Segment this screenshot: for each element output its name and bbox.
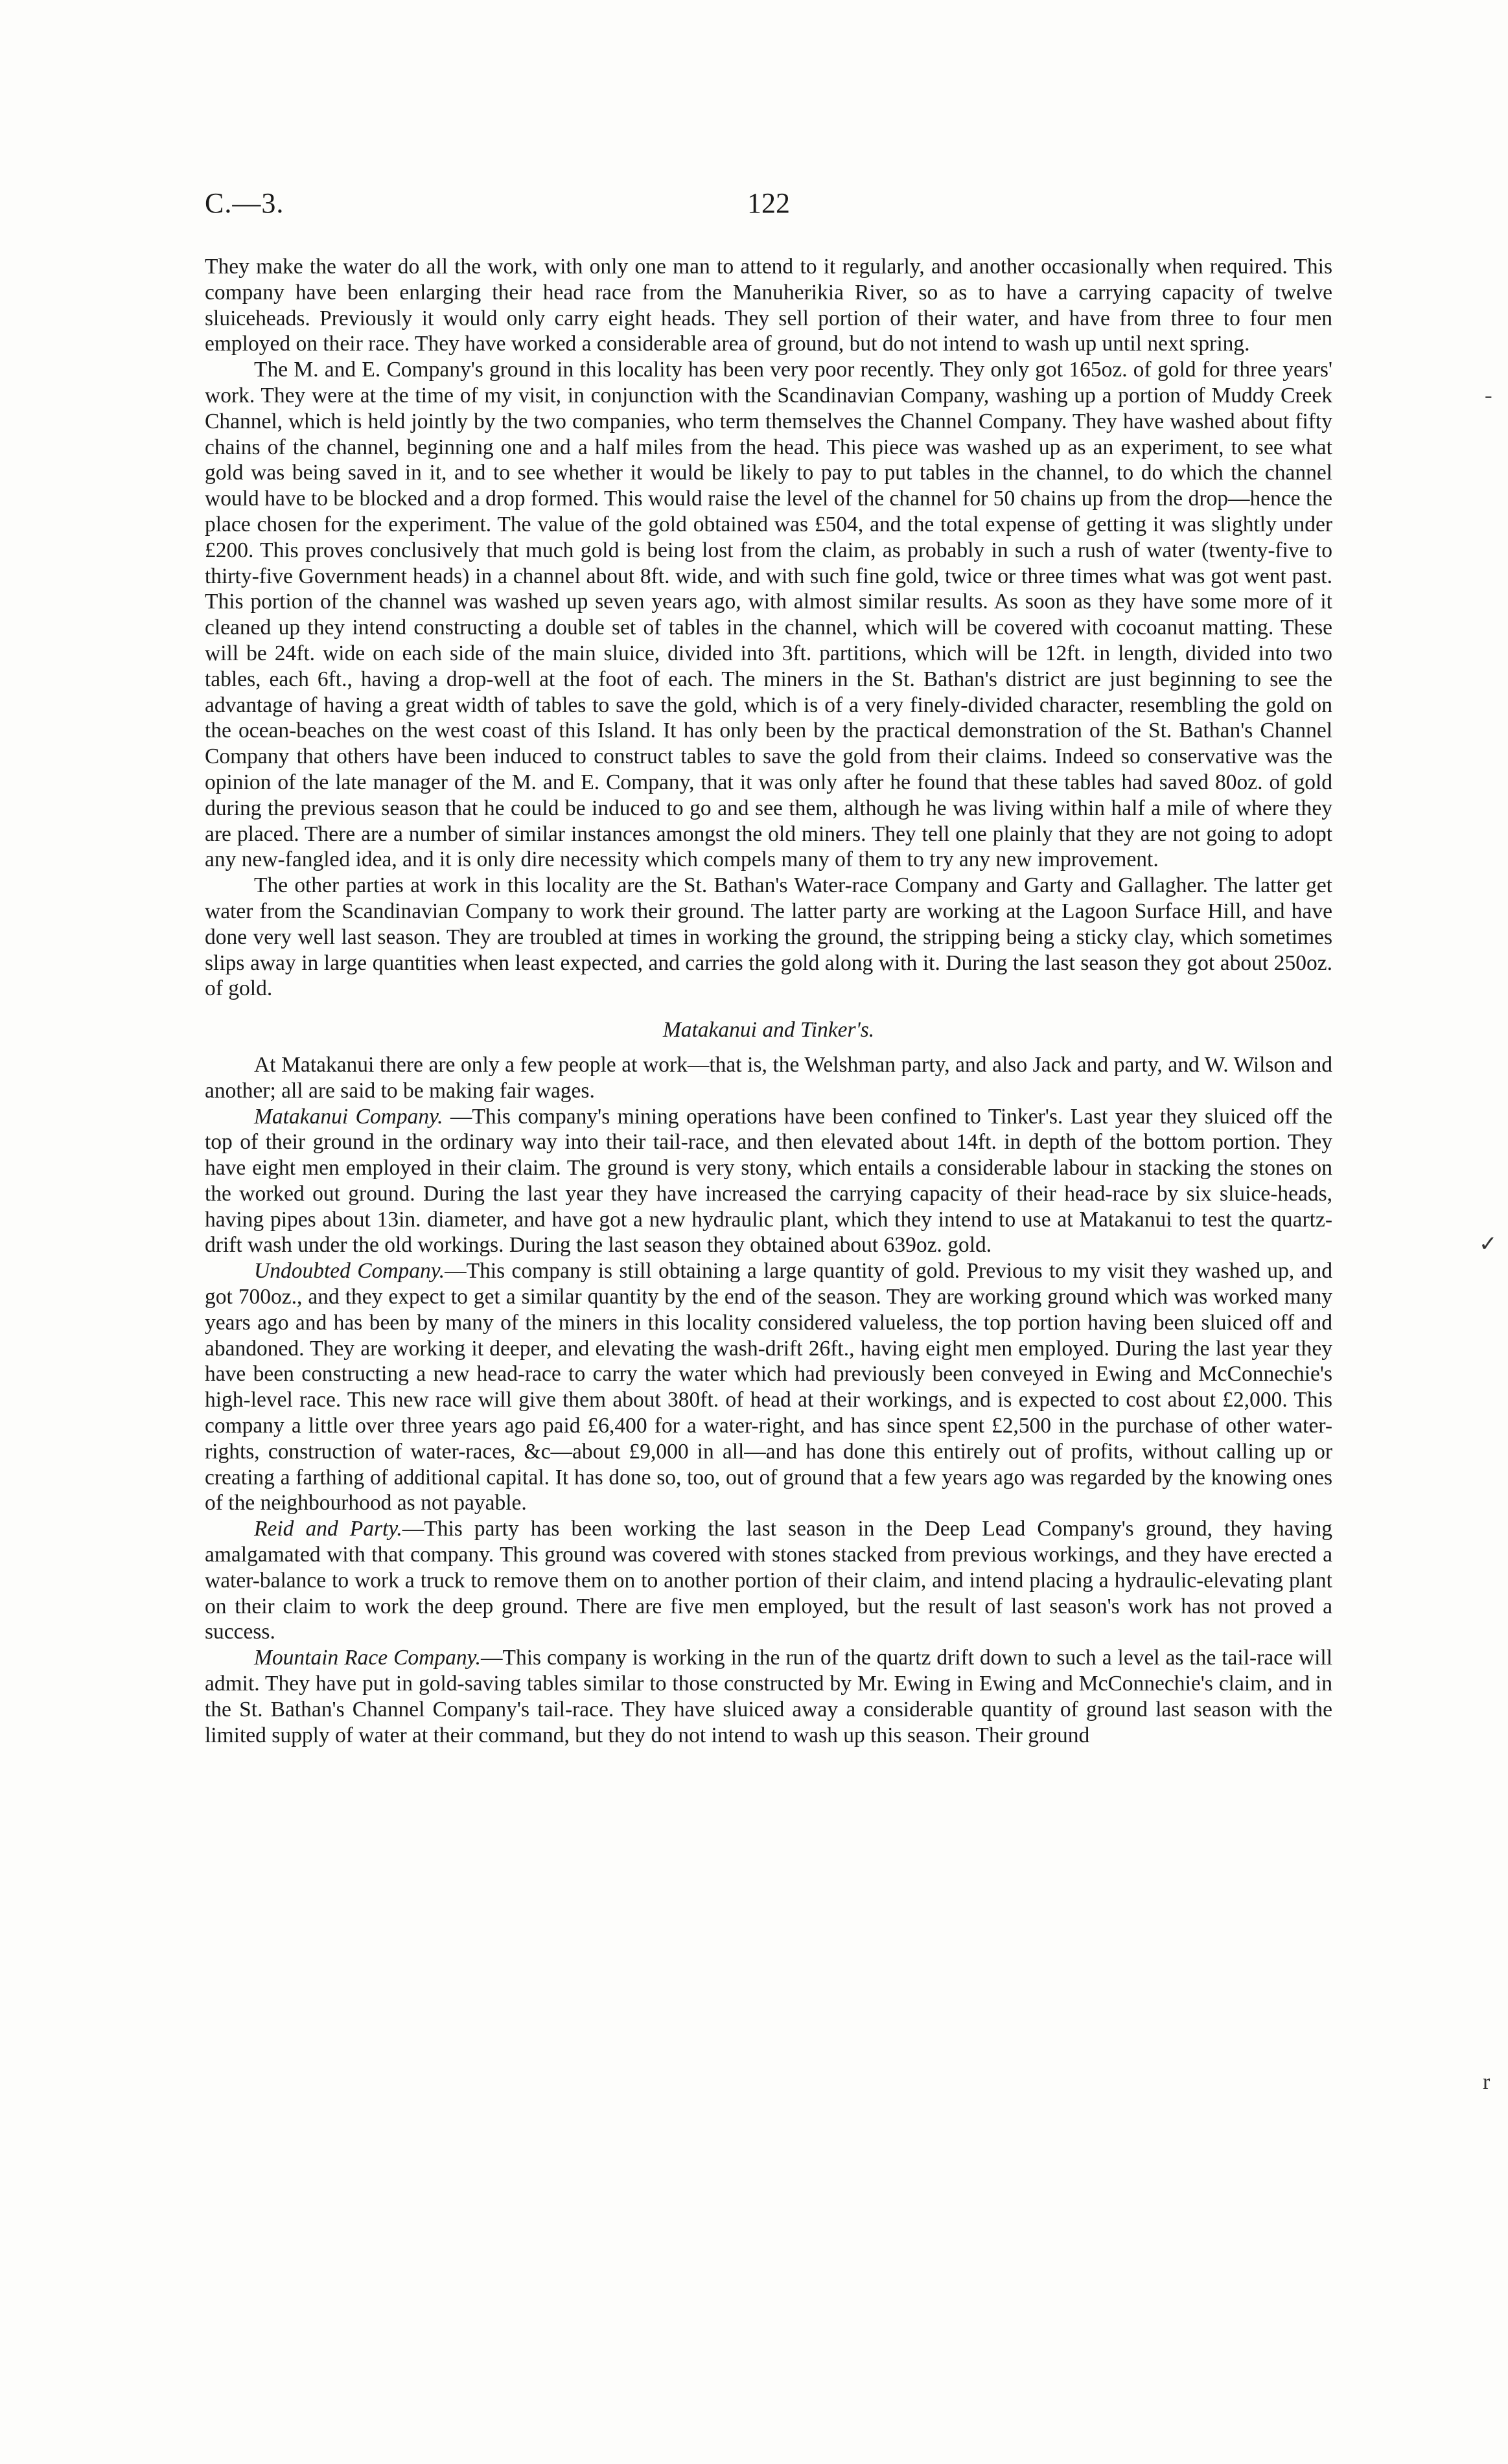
page-number: 122 bbox=[747, 187, 790, 219]
page-header bbox=[205, 187, 1332, 225]
entry-lead: Matakanui Company. bbox=[254, 1104, 443, 1129]
margin-mark: ᐨ bbox=[1484, 390, 1493, 414]
entry-lead: Reid and Party. bbox=[254, 1517, 402, 1541]
paragraph-matakanui-intro: At Matakanui there are only a few people at work—that is, the Welshman party, and also Jack and party, and W. Wilson and another; all are said to be making fair wages. bbox=[205, 1052, 1332, 1103]
body-text bbox=[205, 254, 1332, 1748]
entry-text: —This company's mining operations have been confined to Tinker's. Last year they sluiced off the top of their ground in the ordinary way into their tail-race, and then elevated about 14ft. in depth of the bottom portion. They have eight men employed in their claim. The ground is very stony, which entails a considerable labour in stacking the stones on the worked out ground. During the last year they have increased the carrying capacity of their head-race by six sluice-heads, having pipes about 13in. diameter, and have got a new hydraulic plant, which they intend to use at Matakanui to test the quartz-drift wash under the old workings. During the last season they obtained about 639oz. gold. bbox=[205, 1104, 1332, 1258]
entry-text: —This company is still obtaining a large quantity of gold. Previous to my visit they washed up, and got 700oz., and they expect to get a similar quantity by the end of the season. They are working ground which was worked many years ago and has been by many of the miners in this locality considered valueless, the top portion having been sluiced off and abandoned. They are working it deeper, and elevating the wash-drift 26ft., having eight men employed. During the last year they have been constructing a new head-race to carry the water which had previously been conveyed in Ewing and McConnechie's high-level race. This new race will give them about 380ft. of head at their workings, and is expected to cost about £2,000. This company a little over three years ago paid £6,400 for a water-right, and has since spent £2,500 in the purchase of other water-rights, construction of water-races, &c—about £9,000 in all—and has done this entirely out of profits, without calling up or creating a farthing of additional capital. It has done so, too, out of ground that a few years ago was regarded by the knowing ones of the neighbourhood as not payable. bbox=[205, 1259, 1332, 1515]
document-reference: C.—3. bbox=[205, 187, 284, 219]
entry-text: —This company is working in the run of the quartz drift down to such a level as the tail-race will admit. They have put in gold-saving tables similar to those constructed by Mr. Ewing in Ewing and McConnechie's claim, and in the St. Bathan's Channel Company's tail-race. They have sluiced away a considerable quantity of ground last season with the limited supply of water at their command, but they do not intend to wash up this season. Their ground bbox=[205, 1646, 1333, 1747]
paragraph-matakanui-company bbox=[205, 1104, 1332, 1259]
paragraph-reid-and-party bbox=[205, 1516, 1332, 1645]
section-heading: Matakanui and Tinker's. bbox=[662, 1018, 875, 1042]
paragraph-continuation: They make the water do all the work, with only one man to attend to it regularly, and another occasionally when required. This company have been enlarging their head race from the Manuherikia River, so as to have a carrying capacity of twelve sluiceheads. Previously it would only carry eight heads. They sell portion of their water, and have from three to four men employed on their race. They have worked a considerable area of ground, but do not intend to wash up until next spring. bbox=[205, 255, 1332, 356]
entry-text: —This party has been working the last season in the Deep Lead Company's ground, they having amalgamated with that company. This ground was covered with stones stacked from previous workings, and they have erected a water-balance to work a truck to remove them on to another portion of their claim, and intend placing a hydraulic-elevating plant on their claim to work the deep ground. There are five men employed, but the result of last season's work has not proved a success. bbox=[205, 1517, 1333, 1644]
margin-mark: r bbox=[1483, 2070, 1491, 2094]
entry-lead: Undoubted Company. bbox=[254, 1259, 445, 1284]
paragraph-undoubted-company bbox=[205, 1258, 1332, 1516]
paragraph-m-and-e-company: The M. and E. Company's ground in this locality has been very poor recently. They only got 165oz. of gold for three years' work. They were at the time of my visit, in conjunction with the Scandinavian Company, washing up a portion of Muddy Creek Channel, which is held jointly by the two companies, who term themselves the Channel Company. They have washed about fifty chains of the channel, beginning one and a half miles from the head. This piece was washed up as an experiment, to see what gold was being saved in it, and to see whether it would be likely to pay to put tables in the channel, to do which the channel would have to be blocked and a drop formed. This would raise the level of the channel for 50 chains up from the drop—hence the place chosen for the experiment. The value of the gold obtained was £504, and the total expense of getting it was slightly under £200. This proves conclusively that much gold is being lost from the claim, as probably in such a rush of water (twenty-five to thirty-five Government heads) in a channel about 8ft. wide, and with such fine gold, twice or three times what was got went past. This portion of the channel was washed up seven years ago, with almost similar results. As soon as they have some more of it cleaned up they intend constructing a double set of tables in the channel, which will be covered with cocoanut matting. These will be 24ft. wide on each side of the main sluice, divided into 3ft. partitions, which will be 12ft. in length, divided into two tables, each 6ft., having a drop-well at the foot of each. The miners in the St. Bathan's district are just beginning to see the advantage of having a great width of tables to save the gold, which is of a very finely-divided character, resembling the gold on the ocean-beaches on the west coast of this Island. It has only been by the practical demonstration of the St. Bathan's Channel Company that others have been induced to construct tables to save the gold from their claims. Indeed so conservative was the opinion of the late manager of the M. and E. Company, that it was only after he found that these tables had saved 80oz. of gold during the previous season that he could be induced to go and see them, although he was living within half a mile of where they are placed. There are a number of similar instances amongst the old miners. They tell one plainly that they are not going to adopt any new-fangled idea, and it is only dire necessity which compels many of them to try any new improvement. bbox=[205, 358, 1332, 872]
paragraph-mountain-race-company bbox=[205, 1645, 1332, 1748]
paragraph-other-parties: The other parties at work in this locality are the St. Bathan's Water-race Company and Garty and Gallagher. The latter get water from the Scandinavian Company to work their ground. The latter party are working at the Lagoon Surface Hill, and have done very well last season. They are troubled at times in working the ground, the stripping being a sticky clay, which sometimes slips away in large quantities when least expected, and carries the gold along with it. During the last season they got about 250oz. of gold. bbox=[205, 873, 1332, 1001]
margin-mark: ✓ bbox=[1479, 1232, 1498, 1256]
entry-lead: Mountain Race Company. bbox=[254, 1646, 481, 1670]
